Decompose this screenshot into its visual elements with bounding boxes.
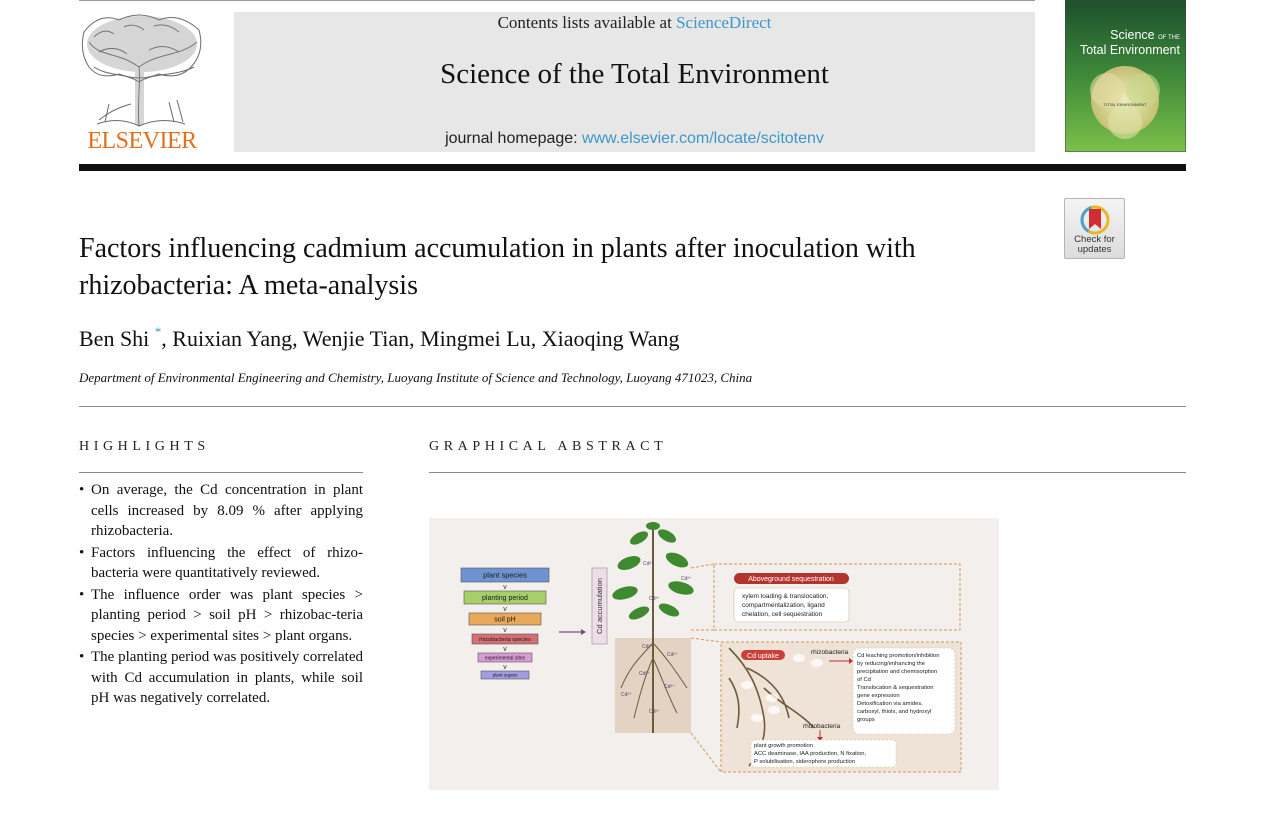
author-name[interactable]: Xiaoqing Wang <box>541 326 680 351</box>
cover-title <box>1065 29 1180 56</box>
highlight-item: • The influence order was plant species > planting period > soil pH > rhizobac-teria species > experimental sites > plant organs. <box>79 585 363 647</box>
factor-label: plant organs <box>492 672 518 678</box>
mechanism-line: gene expression <box>857 693 900 699</box>
highlight-item: • The planting period was positively correlated with Cd accumulation in plants, while soil pH was negatively correlated. <box>79 647 363 709</box>
factor-label: soil pH <box>494 616 516 624</box>
factor-arrow-mark: v <box>503 664 507 671</box>
cd-ion-label: Cd²⁺ <box>649 709 660 715</box>
author-separator: , <box>292 326 303 351</box>
highlight-item: • Factors influencing the effect of rhizo-bacteria were quantitatively reviewed. <box>79 543 363 584</box>
rhizobacteria-label-2: rhizobacteria <box>803 723 841 730</box>
cover-title-of-the: OF THE <box>1158 35 1180 41</box>
factor-stack <box>461 568 549 679</box>
highlights-list <box>79 480 363 710</box>
cd-ion-label: Cd²⁺ <box>649 596 660 602</box>
zoom-connector <box>691 638 721 772</box>
homepage-line <box>234 130 1035 148</box>
cover-title-total-environment: Total Environment <box>1079 43 1180 57</box>
highlights-rule <box>79 472 363 473</box>
aboveground-line: compartmentalization, ligand <box>742 602 825 609</box>
author-separator: , <box>409 326 421 351</box>
highlights-heading: HIGHLIGHTS <box>79 439 210 454</box>
mechanism-line: groups <box>857 717 875 723</box>
cd-ion-label: Cd²⁺ <box>642 644 653 650</box>
cover-title-science: Science <box>1110 28 1155 42</box>
growth-line: P solubilisation, siderophore production <box>754 759 856 765</box>
cd-accumulation-label: Cd accumulation <box>595 578 604 634</box>
homepage-link[interactable]: www.elsevier.com/locate/scitotenv <box>582 130 824 147</box>
highlight-item: • On average, the Cd concentration in plant cells increased by 8.09 % after applying rhizobacteria. <box>79 480 363 542</box>
check-updates-line1: Check for <box>1074 234 1115 245</box>
author-name[interactable]: Mingmei Lu <box>420 326 531 351</box>
author-name[interactable]: Wenjie Tian <box>302 326 410 351</box>
author-name[interactable]: Ben Shi <box>79 326 150 351</box>
sciencedirect-link[interactable]: ScienceDirect <box>676 13 772 32</box>
cd-ion-label: Cd²⁺ <box>643 561 654 567</box>
header-divider <box>79 164 1186 171</box>
graphical-abstract-svg <box>429 518 999 790</box>
aboveground-line: xylem loading & translocation, <box>742 593 829 600</box>
mechanism-line: by reducing/enhancing the <box>857 661 926 667</box>
contents-line <box>234 13 1035 33</box>
article-title: Factors influencing cadmium accumulation in plants after inoculation with rhizobacteria: A meta-analysis <box>79 233 916 301</box>
homepage-prefix: journal homepage: <box>445 130 583 147</box>
corresponding-author-mark[interactable]: * <box>154 324 162 339</box>
author-separator: , <box>161 326 173 351</box>
growth-line: ACC deaminase, IAA production, N fixation, <box>754 751 867 757</box>
header-top-rule <box>79 0 1035 1</box>
mechanism-line: precipitation and chemisorption <box>857 669 938 675</box>
cd-ion-label: Cd²⁺ <box>664 684 675 690</box>
cd-uptake-label: Cd uptake <box>747 653 779 660</box>
author-list <box>79 326 979 352</box>
aboveground-line: chelation, cell sequestration <box>742 611 823 618</box>
factor-label: plant species <box>483 570 527 580</box>
graphical-abstract-figure <box>429 518 999 790</box>
zoom-connector <box>691 564 714 630</box>
check-updates-line2: updates <box>1077 243 1112 255</box>
graphical-abstract-rule <box>429 472 1186 473</box>
factor-arrow-mark: v <box>503 606 507 613</box>
factor-arrow-mark: v <box>503 627 507 634</box>
mechanism-line: Translocation & sequestration <box>857 685 934 691</box>
check-for-updates-label <box>1064 235 1125 254</box>
journal-title: Science of the Total Environment <box>440 58 829 90</box>
mechanism-line: Detoxification via amides, <box>857 701 923 707</box>
factor-label: experimental sites <box>484 655 526 662</box>
cd-ion-label: Cd²⁺ <box>621 692 632 698</box>
aboveground-label: Aboveground sequestration <box>748 576 834 583</box>
factor-arrow-mark: v <box>503 646 507 653</box>
contents-prefix: Contents lists available at <box>497 13 677 32</box>
cd-ion-label: Cd²⁺ <box>681 576 692 582</box>
rhizobacteria-label: rhizobacteria <box>811 649 849 656</box>
cover-inner-label: TOTAL ENVIRONMENT <box>1103 102 1147 107</box>
mechanism-line: of Cd <box>857 677 871 683</box>
graphical-abstract-heading: GRAPHICAL ABSTRACT <box>429 439 668 454</box>
author-separator: , <box>530 326 542 351</box>
section-divider <box>79 406 1186 407</box>
factor-label: rhizobacteria species <box>479 636 531 643</box>
factor-arrow-head <box>581 629 586 635</box>
author-name[interactable]: Ruixian Yang <box>172 326 293 351</box>
growth-line: plant growth promotion <box>754 743 813 749</box>
journal-cover-image[interactable] <box>1065 0 1186 152</box>
publisher-wordmark: ELSEVIER <box>87 128 197 154</box>
mechanism-line: Cd leaching promotion/inhibition <box>857 653 940 659</box>
mechanism-line: carboxyl, thiols, and hydroxyl <box>857 709 932 715</box>
cd-ion-label: Cd²⁺ <box>667 652 678 658</box>
affiliation: Department of Environmental Engineering and Chemistry, Luoyang Institute of Science and Technology, Luoyang 471023, China <box>79 370 753 385</box>
factor-arrow-mark: v <box>503 584 507 591</box>
cd-ion-label: Cd²⁺ <box>639 671 650 677</box>
factor-label: planting period <box>482 594 528 602</box>
